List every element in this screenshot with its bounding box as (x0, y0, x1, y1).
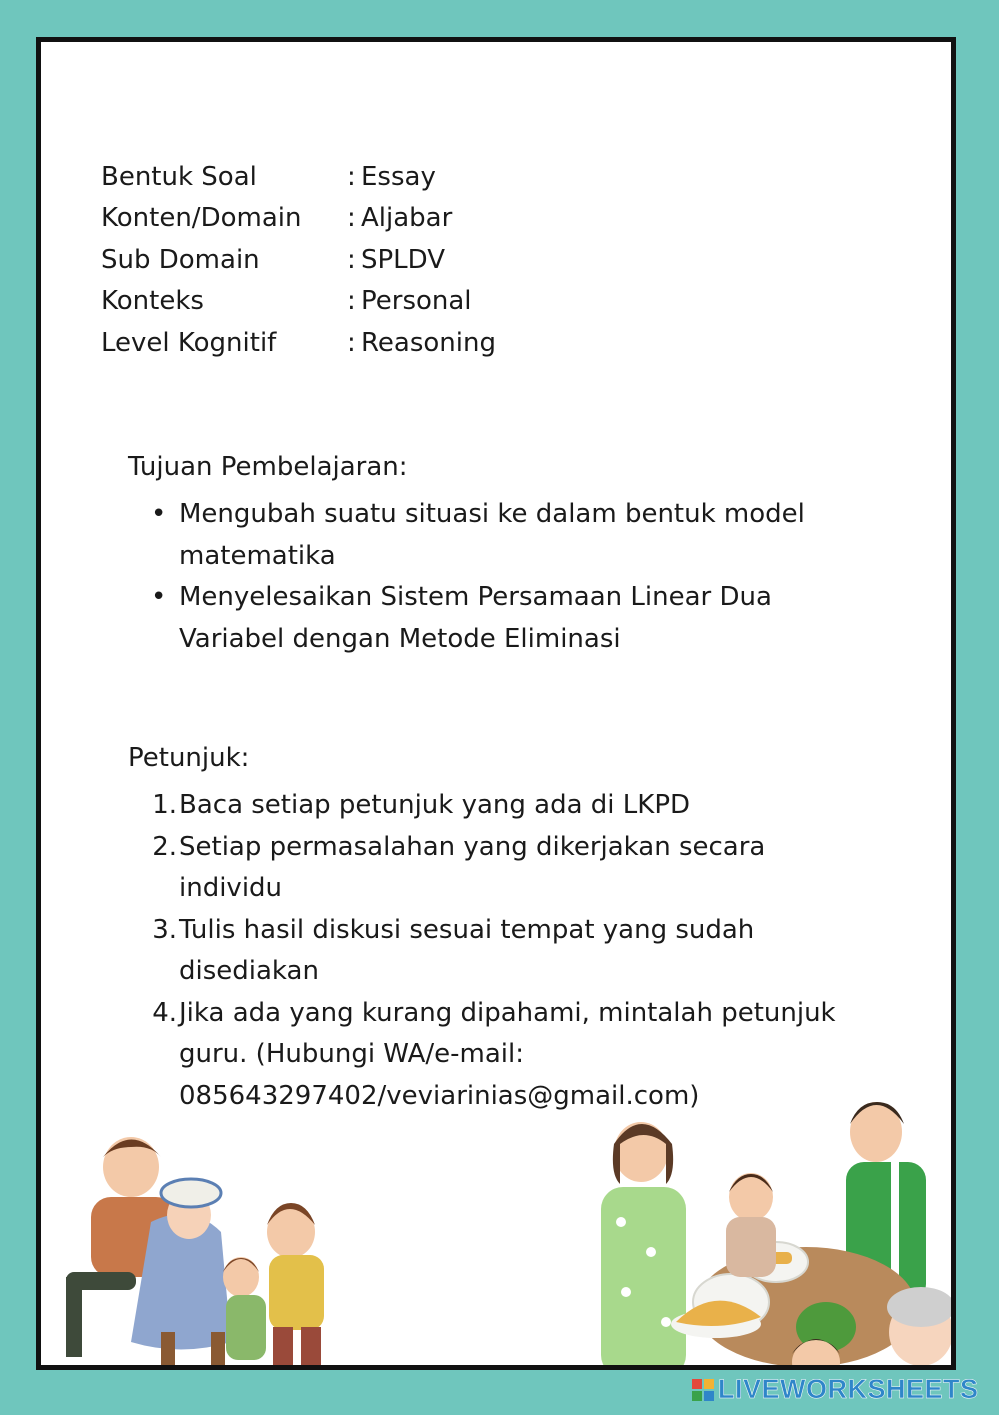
list-item-text: Variabel dengan Metode Eliminasi (179, 623, 621, 654)
liveworksheets-logo-icon (692, 1379, 714, 1401)
bullet-icon: • (151, 499, 167, 529)
meta-separator: : (347, 161, 356, 192)
meta-row (101, 322, 496, 364)
meta-separator: : (347, 286, 356, 317)
list-item-text: Jika ada yang kurang dipahami, mintalah petunjuk (179, 997, 836, 1028)
family-dinner-illustration (546, 1092, 956, 1370)
list-item-text: matematika (179, 540, 336, 571)
bullet-icon: • (151, 582, 167, 612)
list-item-text: individu (179, 873, 283, 903)
list-number: 2. (152, 831, 177, 862)
meta-label: Konten/Domain (101, 203, 302, 234)
meta-value: Essay (361, 161, 436, 192)
meta-label: Level Kognitif (101, 327, 277, 358)
list-item-text: disediakan (179, 956, 319, 986)
meta-row (101, 198, 496, 240)
meta-label: Konteks (101, 286, 204, 317)
worksheet-page (36, 37, 956, 1370)
meta-value: Reasoning (361, 327, 496, 358)
meta-separator: : (347, 327, 356, 358)
meta-label: Sub Domain (101, 244, 260, 275)
meta-row (101, 281, 496, 323)
list-item (152, 785, 879, 827)
list-item (151, 494, 879, 577)
list-item-text: Menyelesaikan Sistem Persamaan Linear Dua (179, 582, 772, 612)
list-item-text: 085643297402/veviarinias@gmail.com) (179, 1080, 700, 1111)
list-item-text: Mengubah suatu situasi ke dalam bentuk model (179, 499, 805, 529)
liveworksheets-watermark[interactable] (692, 1374, 979, 1405)
meta-info (101, 156, 496, 364)
list-item-text: Baca setiap petunjuk yang ada di LKPD (179, 790, 691, 820)
list-item-text: Setiap permasalahan yang dikerjakan secara (179, 831, 766, 862)
watermark-text: LIVEWORKSHEETS (718, 1374, 979, 1404)
list-item-text: guru. (Hubungi WA/e-mail: (179, 1039, 524, 1069)
list-number: 3. (152, 914, 177, 945)
meta-value: Personal (361, 286, 472, 317)
meta-separator: : (347, 203, 356, 234)
tujuan-list (151, 494, 879, 660)
tujuan-title: Tujuan Pembelajaran: (128, 452, 408, 482)
petunjuk-title: Petunjuk: (128, 743, 250, 773)
list-item-text: Tulis hasil diskusi sesuai tempat yang sudah (179, 914, 755, 945)
meta-separator: : (347, 244, 356, 275)
meta-row (101, 156, 496, 198)
meta-row (101, 239, 496, 281)
meta-label: Bentuk Soal (101, 161, 257, 192)
list-number: 1. (152, 790, 177, 820)
barber-illustration (51, 1127, 381, 1370)
list-number: 4. (152, 997, 177, 1028)
list-item (152, 910, 879, 993)
meta-value: Aljabar (361, 203, 453, 234)
petunjuk-list (152, 785, 879, 1117)
list-item (152, 827, 879, 910)
meta-value: SPLDV (361, 244, 446, 275)
list-item (151, 577, 879, 660)
